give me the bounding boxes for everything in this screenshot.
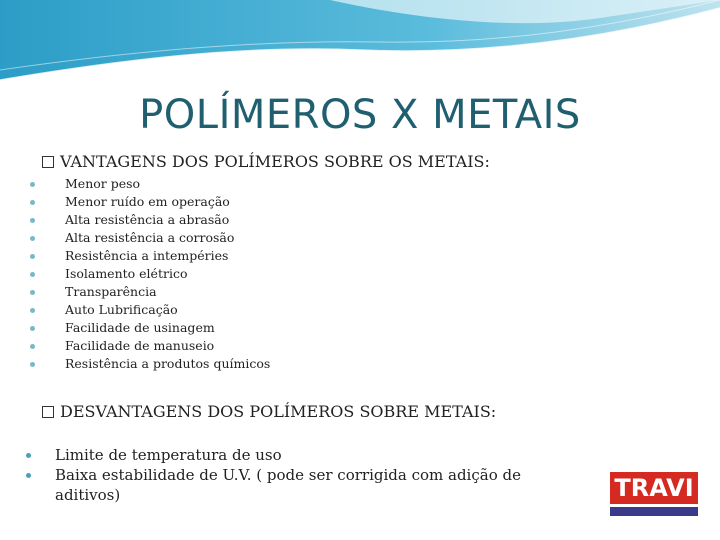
checkbox-icon [42, 156, 54, 168]
list-item-text: Alta resistência a abrasão [65, 212, 230, 227]
list-item [30, 175, 270, 193]
list-item-text: Alta resistência a corrosão [65, 230, 235, 245]
header-wave-decoration [0, 0, 720, 90]
bullet-icon [30, 344, 35, 349]
list-item [30, 283, 270, 301]
bullet-icon [30, 218, 35, 223]
disadvantages-heading [42, 402, 496, 421]
list-item-text: Facilidade de usinagem [65, 320, 215, 335]
list-item [30, 247, 270, 265]
list-item-text: Menor ruído em operação [65, 194, 230, 209]
bullet-icon [30, 254, 35, 259]
list-item [26, 445, 566, 465]
list-item [30, 355, 270, 373]
logo-text: TRAVI [610, 472, 698, 504]
list-item [30, 229, 270, 247]
list-item [30, 337, 270, 355]
checkbox-icon [42, 406, 54, 418]
bullet-icon [26, 453, 31, 458]
list-item [26, 465, 566, 505]
advantages-list [30, 175, 270, 373]
list-item-text: Auto Lubrificação [65, 302, 178, 317]
bullet-icon [30, 182, 35, 187]
disadvantages-list [26, 445, 566, 505]
list-item [30, 211, 270, 229]
bullet-icon [30, 290, 35, 295]
bullet-icon [30, 326, 35, 331]
bullet-icon [30, 308, 35, 313]
list-item [30, 193, 270, 211]
list-item-text: Resistência a intempéries [65, 248, 229, 263]
bullet-icon [30, 362, 35, 367]
list-item-text: Transparência [65, 284, 157, 299]
list-item-text: Limite de temperatura de uso [55, 446, 282, 464]
advantages-heading [42, 152, 490, 171]
list-item-text: Menor peso [65, 176, 141, 191]
list-item [30, 301, 270, 319]
list-item-text: Isolamento elétrico [65, 266, 188, 281]
list-item-text: Resistência a produtos químicos [65, 356, 271, 371]
logo-bar [610, 507, 698, 516]
list-item [30, 265, 270, 283]
travi-logo [610, 472, 698, 517]
bullet-icon [26, 473, 31, 478]
bullet-icon [30, 200, 35, 205]
list-item-text: Facilidade de manuseio [65, 338, 215, 353]
list-item [30, 319, 270, 337]
bullet-icon [30, 236, 35, 241]
advantages-heading-text: VANTAGENS DOS POLÍMEROS SOBRE OS METAIS: [60, 152, 490, 171]
bullet-icon [30, 272, 35, 277]
list-item-text: Baixa estabilidade de U.V. ( pode ser corrigida com adição de aditivos) [55, 466, 521, 504]
disadvantages-heading-text: DESVANTAGENS DOS POLÍMEROS SOBRE METAIS: [60, 402, 497, 421]
slide-title: POLÍMEROS X METAIS [139, 92, 581, 138]
